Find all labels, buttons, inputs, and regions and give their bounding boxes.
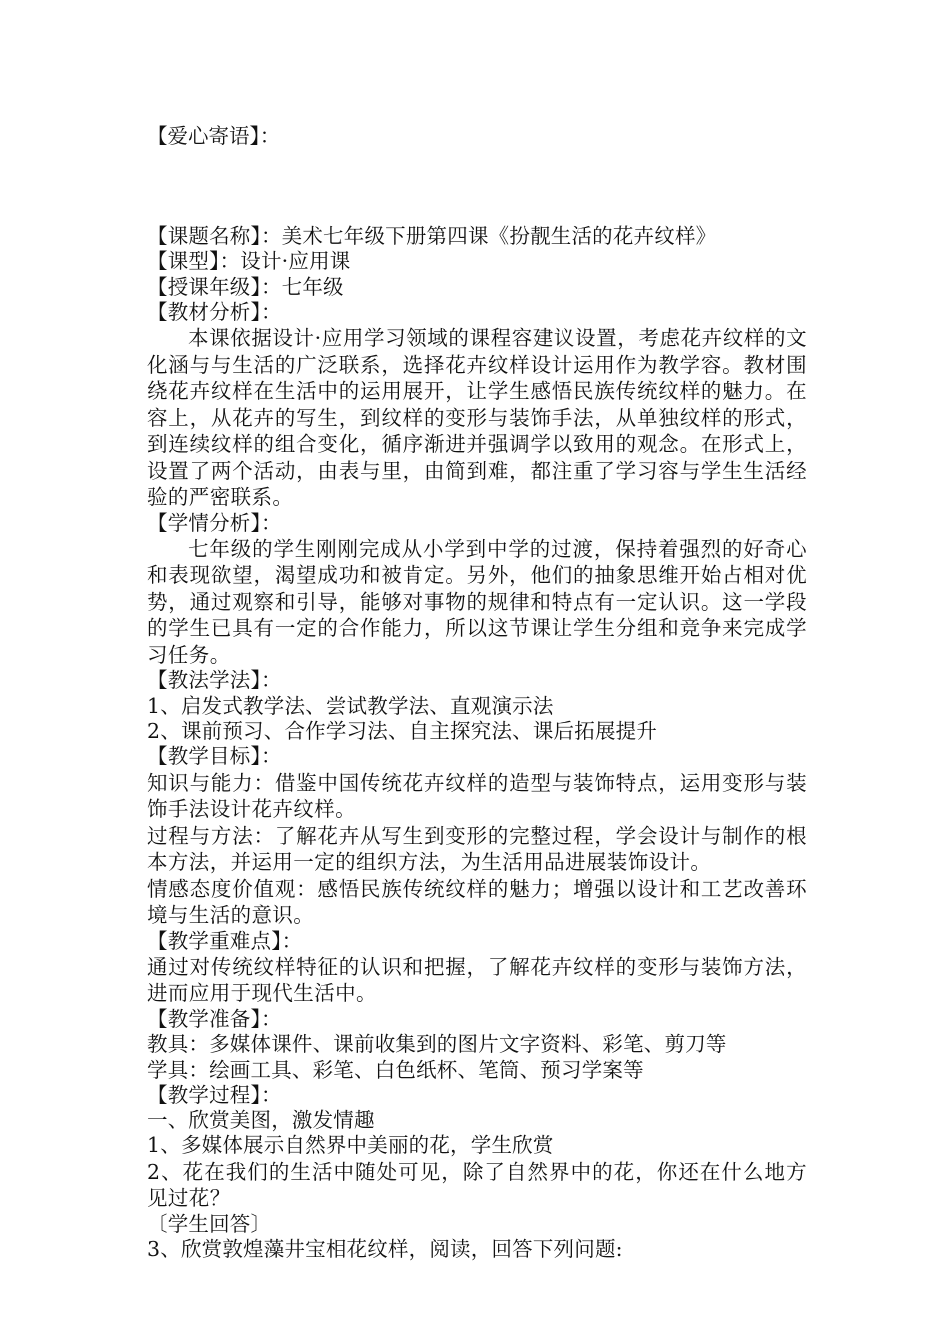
method-item-1: 1、启发式教学法、尝试教学法、直观演示法 xyxy=(147,693,554,718)
process-step-1-3: 3、欣赏敦煌藻井宝相花纹样，阅读，回答下列问题: xyxy=(147,1237,623,1262)
process-step-1: 一、欣赏美图，激发情趣 xyxy=(147,1108,375,1133)
process-step-1-1: 1、多媒体展示自然界中美丽的花，学生欣赏 xyxy=(147,1133,554,1158)
course-name: 【课题名称】：美术七年级下册第四课《扮靓生活的花卉纹样》 xyxy=(147,224,717,248)
process-step-1-2-answer: 〔学生回答〕 xyxy=(147,1211,272,1236)
methods-heading: 【教法学法】： xyxy=(147,668,282,693)
key-points-heading: 【教学重难点】： xyxy=(147,928,303,953)
love-message: 【爱心寄语】： xyxy=(147,124,281,148)
key-points-body: 通过对传统纹样特征的认识和把握，了解花卉纹样的变形与装饰方法，进而应用于现代生活中。 xyxy=(147,954,807,1006)
prep-heading: 【教学准备】： xyxy=(147,1006,282,1031)
document-page xyxy=(147,0,807,1344)
process-step-1-2: 2、花在我们的生活中随处可见，除了自然界中的花，你还在什么地方见过花？ xyxy=(147,1159,807,1211)
prep-student-tools: 学具：绘画工具、彩笔、白色纸杯、笔筒、预习学案等 xyxy=(147,1057,644,1082)
goals-heading: 【教学目标】： xyxy=(147,744,282,769)
textbook-analysis-body: 本课依据设计·应用学习领域的课程容建议设置，考虑花卉纹样的文化涵与与生活的广泛联系，选择花卉纹样设计运用作为教学容。教材围绕花卉纹样在生活中的运用展开，让学生感悟民族传统纹样的魅力。在容上，从花卉的写生，到纹样的变形与装饰手法，从单独纹样的形式，到连续纹样的组合变化，循序渐进并强调学以致用的观念。在形式上，设置了两个活动，由表与里，由简到难，都注重了学习容与学生生活经验的严密联系。 xyxy=(147,326,807,510)
textbook-analysis-heading: 【教材分析】： xyxy=(147,299,282,324)
student-analysis-heading: 【学情分析】： xyxy=(147,510,282,535)
method-item-2: 2、课前预习、合作学习法、自主探究法、课后拓展提升 xyxy=(147,719,658,744)
goal-emotion: 情感态度价值观：感悟民族传统纹样的魅力；增强以设计和工艺改善环境与生活的意识。 xyxy=(147,876,807,928)
prep-teacher-tools: 教具：多媒体课件、课前收集到的图片文字资料、彩笔、剪刀等 xyxy=(147,1032,727,1057)
process-heading: 【教学过程】： xyxy=(147,1082,282,1107)
goal-process: 过程与方法：了解花卉从写生到变形的完整过程，学会设计与制作的根本方法，并运用一定的组织方法，为生活用品进展装饰设计。 xyxy=(147,823,807,875)
lesson-plan-body xyxy=(147,224,807,1262)
course-type: 【课型】：设计·应用课 xyxy=(147,249,351,274)
grade: 【授课年级】：七年级 xyxy=(147,274,344,299)
goal-knowledge: 知识与能力：借鉴中国传统花卉纹样的造型与装饰特点，运用变形与装饰手法设计花卉纹样。 xyxy=(147,770,807,822)
student-analysis-body: 七年级的学生刚刚完成从小学到中学的过渡，保持着强烈的好奇心和表现欲望，渴望成功和被肯定。另外，他们的抽象思维开始占相对优势，通过观察和引导，能够对事物的规律和特点有一定认识。这一学段的学生已具有一定的合作能力，所以这节课让学生分组和竞争来完成学习任务。 xyxy=(147,536,807,667)
